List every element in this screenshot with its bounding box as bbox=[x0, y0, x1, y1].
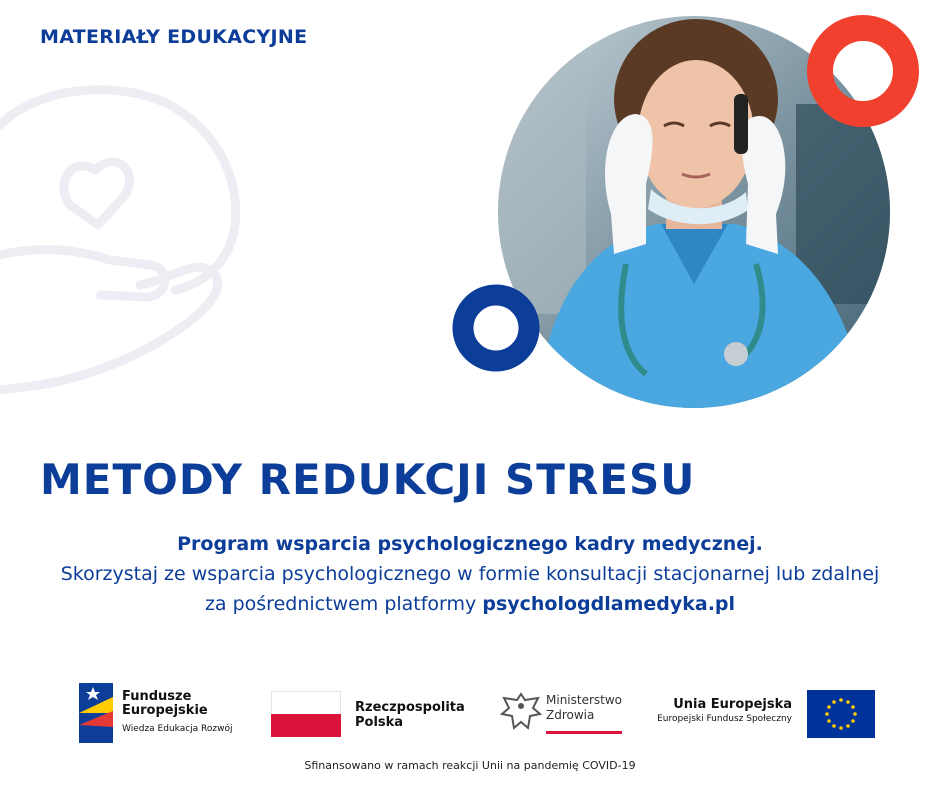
eu-flag-icon bbox=[807, 690, 875, 738]
footer-note: Sfinansowano w ramach reakcji Unii na pandemię COVID-19 bbox=[304, 759, 636, 772]
fe-line3: Wiedza Edukacja Rozwój bbox=[122, 724, 233, 734]
header-label: MATERIAŁY EDUKACYJNE bbox=[40, 26, 308, 48]
rp-logo-text bbox=[355, 700, 465, 730]
heart-hand-icon bbox=[0, 85, 250, 405]
eagle-icon bbox=[500, 690, 542, 736]
ue-line2: Europejski Fundusz Społeczny bbox=[657, 714, 792, 724]
fe-line2: Europejskie bbox=[122, 703, 208, 718]
platform-link[interactable]: psychologdlamedyka.pl bbox=[482, 593, 736, 615]
polish-flag-icon bbox=[271, 691, 341, 737]
mz-line1: Ministerstwo bbox=[546, 693, 623, 707]
fe-logo-text bbox=[122, 690, 233, 736]
platform-description bbox=[0, 593, 940, 615]
platform-prefix: za pośrednictwem platformy bbox=[204, 593, 483, 615]
ring-red-icon bbox=[806, 14, 920, 128]
ue-line1: Unia Europejska bbox=[673, 697, 792, 712]
support-description: Skorzystaj ze wsparcia psychologicznego w formie konsultacji stacjonarnej lub zdalnej bbox=[60, 563, 880, 585]
page-title: METODY REDUKCJI STRESU bbox=[40, 455, 696, 504]
program-description: Program wsparcia psychologicznego kadry medycznej. bbox=[177, 533, 763, 555]
fe-line1: Fundusze bbox=[122, 689, 192, 704]
ue-logo-text bbox=[640, 697, 792, 727]
mz-logo-text bbox=[546, 693, 622, 723]
ring-blue-icon bbox=[452, 284, 540, 372]
rp-line1: Rzeczpospolita bbox=[355, 700, 465, 715]
mz-divider bbox=[546, 731, 622, 734]
mz-line2: Zdrowia bbox=[546, 708, 595, 722]
rp-line2: Polska bbox=[355, 715, 404, 730]
fe-logo-icon bbox=[79, 683, 113, 743]
